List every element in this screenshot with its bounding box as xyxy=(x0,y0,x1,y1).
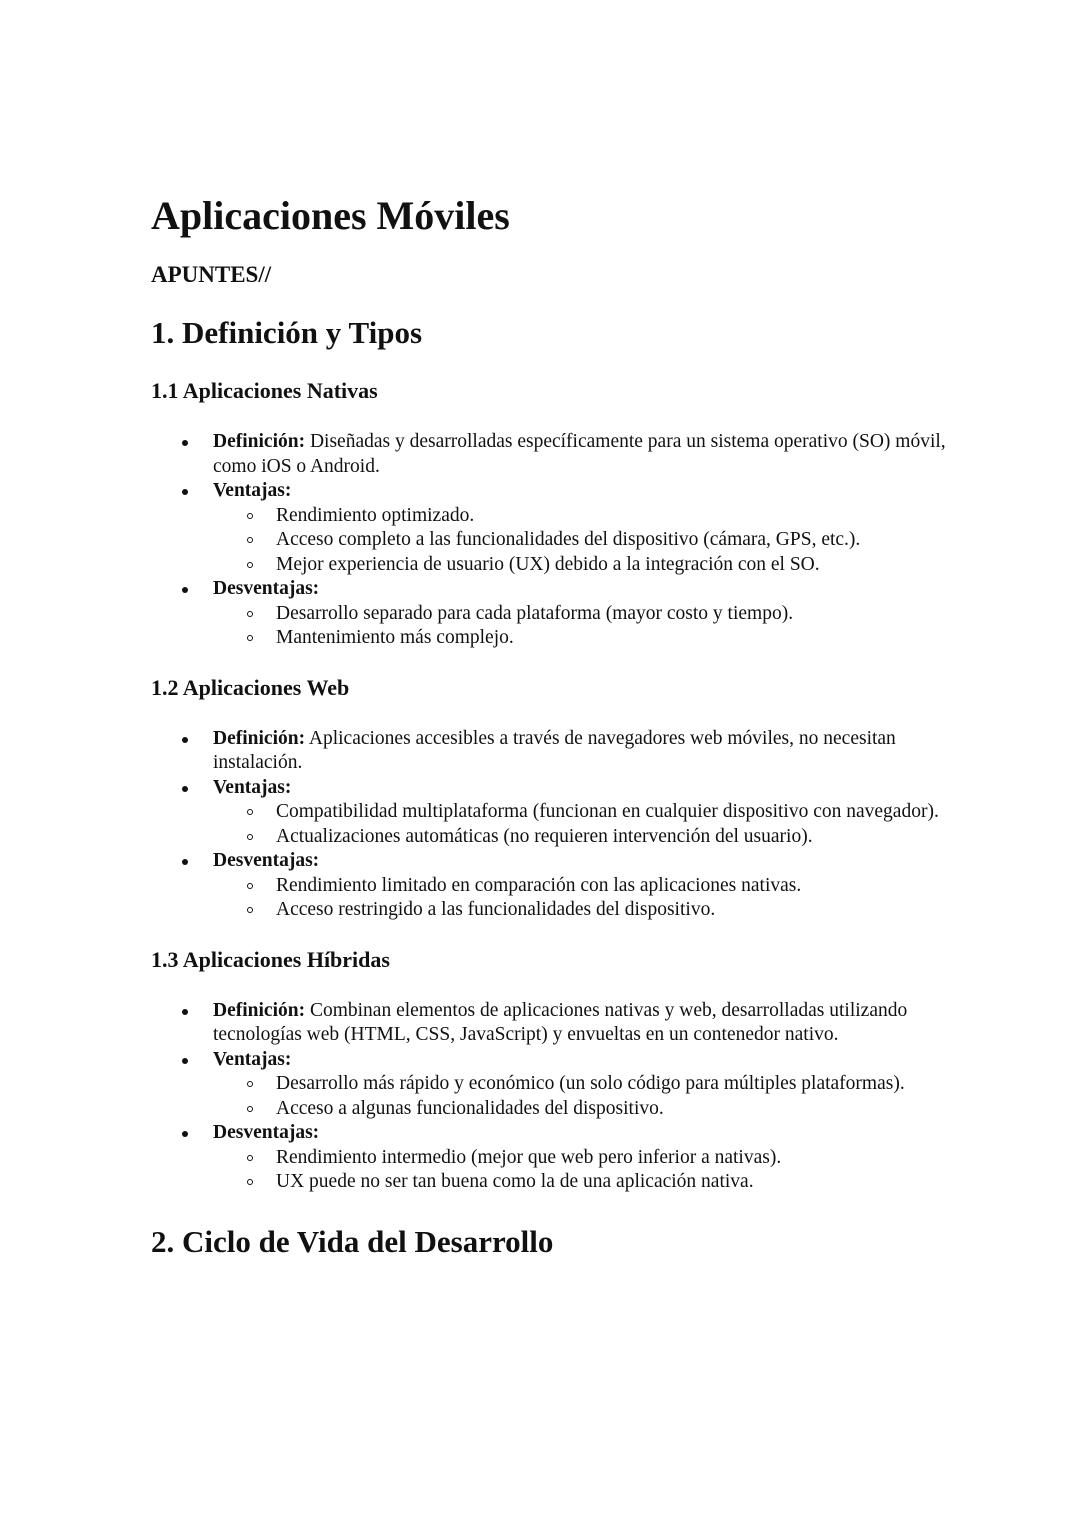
definition-label: Definición: xyxy=(213,431,306,452)
disadvantages-list xyxy=(213,1146,951,1195)
bullet-icon xyxy=(182,737,188,743)
advantages-label: Ventajas: xyxy=(213,776,292,798)
list-item xyxy=(213,1170,951,1195)
disadvantages-list xyxy=(213,602,951,651)
advantage-text: Compatibilidad multiplataforma (funcionan en cualquier dispositivo con navegador). xyxy=(276,801,939,822)
advantage-text: Actualizaciones automáticas (no requieren intervención del usuario). xyxy=(276,825,813,847)
circle-bullet-icon xyxy=(247,883,253,889)
disadvantage-text: Acceso restringido a las funcionalidades del dispositivo. xyxy=(276,899,716,920)
list-item xyxy=(213,528,951,553)
disadvantages-label: Desventajas: xyxy=(213,850,320,871)
bullet-icon xyxy=(182,1058,188,1064)
list-item xyxy=(151,430,951,479)
advantage-text: Acceso a algunas funcionalidades del dispositivo. xyxy=(276,1097,664,1119)
circle-bullet-icon xyxy=(247,611,253,617)
subsection-heading-web: 1.2 Aplicaciones Web xyxy=(151,674,350,700)
circle-bullet-icon xyxy=(247,809,253,815)
advantage-text: Acceso completo a las funcionalidades del dispositivo (cámara, GPS, etc.). xyxy=(276,529,861,550)
list-item xyxy=(213,504,951,529)
section-heading-definicion-tipos: 1. Definición y Tipos xyxy=(151,315,423,350)
disadvantage-text: Mantenimiento más complejo. xyxy=(276,627,514,648)
nativas-list xyxy=(151,430,951,651)
definition-text: Aplicaciones accesibles a través de navegadores web móviles, no necesitan instalación. xyxy=(213,727,896,773)
disadvantage-text: Rendimiento limitado en comparación con las aplicaciones nativas. xyxy=(276,874,802,896)
circle-bullet-icon xyxy=(247,907,253,913)
advantages-list xyxy=(213,800,951,849)
circle-bullet-icon xyxy=(247,537,253,543)
advantage-text: Rendimiento optimizado. xyxy=(276,504,475,526)
bullet-icon xyxy=(182,859,188,865)
list-item xyxy=(213,800,951,825)
disadvantage-text: Rendimiento intermedio (mejor que web pero inferior a nativas). xyxy=(276,1146,782,1168)
list-item xyxy=(213,553,951,578)
list-item xyxy=(213,626,951,651)
bullet-icon xyxy=(182,440,188,446)
list-item xyxy=(151,479,951,577)
hibridas-list xyxy=(151,999,951,1195)
disadvantages-label: Desventajas: xyxy=(213,1122,320,1143)
list-item xyxy=(213,898,951,923)
list-item xyxy=(213,874,951,899)
subsection-heading-hibridas: 1.3 Aplicaciones Híbridas xyxy=(151,946,390,972)
list-item xyxy=(151,727,951,776)
advantages-label: Ventajas: xyxy=(213,1048,292,1070)
document-subtitle: APUNTES// xyxy=(151,262,272,287)
circle-bullet-icon xyxy=(247,635,253,641)
web-list xyxy=(151,727,951,923)
advantages-label: Ventajas: xyxy=(213,480,292,501)
document-title: Aplicaciones Móviles xyxy=(151,193,510,238)
circle-bullet-icon xyxy=(247,1106,253,1112)
advantages-list xyxy=(213,1072,951,1121)
bullet-icon xyxy=(182,489,188,495)
subsection-heading-nativas: 1.1 Aplicaciones Nativas xyxy=(151,378,378,403)
list-item xyxy=(151,849,951,923)
disadvantages-list xyxy=(213,874,951,923)
disadvantage-text: Desarrollo separado para cada plataforma (mayor costo y tiempo). xyxy=(276,602,794,624)
list-item xyxy=(151,577,951,651)
disadvantages-label: Desventajas: xyxy=(213,578,320,599)
disadvantage-text: UX puede no ser tan buena como la de una aplicación nativa. xyxy=(276,1171,754,1192)
definition-text: Combinan elementos de aplicaciones nativas y web, desarrolladas utilizando tecnologías web (HTML, CSS, JavaScript) y envueltas en un contenedor nativo. xyxy=(213,999,908,1045)
list-item xyxy=(151,1048,951,1122)
section-heading-ciclo-vida: 2. Ciclo de Vida del Desarrollo xyxy=(151,1223,554,1259)
definition-label: Definición: xyxy=(213,999,306,1021)
bullet-icon xyxy=(182,587,188,593)
bullet-icon xyxy=(182,1009,188,1015)
list-item xyxy=(213,825,951,850)
circle-bullet-icon xyxy=(247,1081,253,1087)
advantage-text: Desarrollo más rápido y económico (un solo código para múltiples plataformas). xyxy=(276,1073,905,1094)
circle-bullet-icon xyxy=(247,1179,253,1185)
advantages-list xyxy=(213,504,951,578)
list-item xyxy=(151,999,951,1048)
list-item xyxy=(213,602,951,627)
bullet-icon xyxy=(182,786,188,792)
document-page xyxy=(151,190,951,1263)
definition-text: Diseñadas y desarrolladas específicamente para un sistema operativo (SO) móvil, como iOS o Android. xyxy=(213,431,946,477)
list-item xyxy=(151,776,951,850)
list-item xyxy=(213,1072,951,1097)
circle-bullet-icon xyxy=(247,834,253,840)
definition-label: Definición: xyxy=(213,727,306,749)
circle-bullet-icon xyxy=(247,513,253,519)
list-item xyxy=(213,1097,951,1122)
list-item xyxy=(213,1146,951,1171)
circle-bullet-icon xyxy=(247,1155,253,1161)
advantage-text: Mejor experiencia de usuario (UX) debido a la integración con el SO. xyxy=(276,553,820,575)
bullet-icon xyxy=(182,1131,188,1137)
list-item xyxy=(151,1121,951,1195)
circle-bullet-icon xyxy=(247,562,253,568)
